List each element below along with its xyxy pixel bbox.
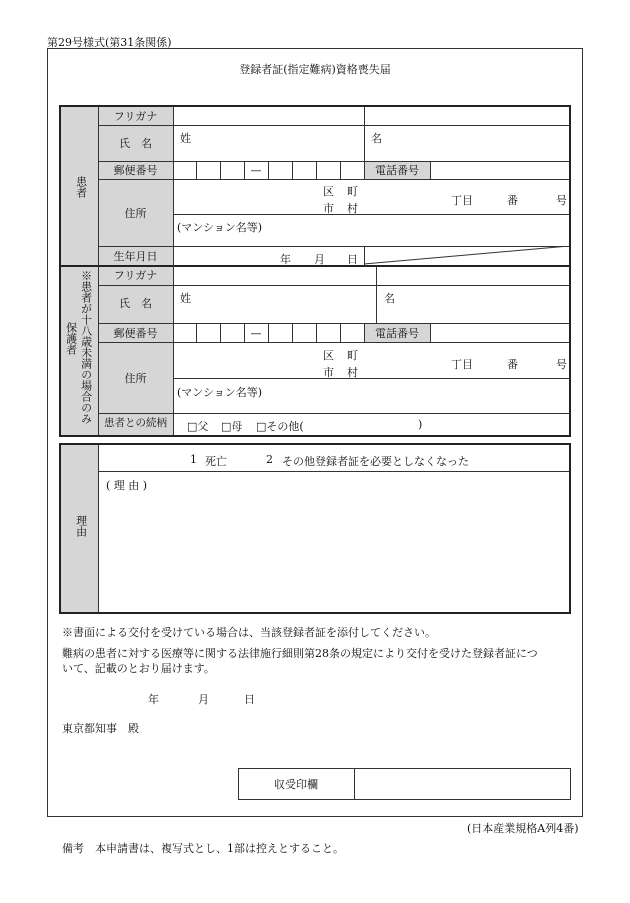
guardian-phone-label: 電話番号 [375, 327, 419, 340]
patient-birth-day: 日 [347, 253, 358, 266]
relation-other-close: ) [418, 418, 423, 431]
patient-address-label: 住所 [124, 207, 147, 220]
guardian-machi: 町 [347, 349, 358, 362]
guardian-mansion: (マンション名等) [177, 386, 263, 399]
reason-detail-label: ( 理 由 ) [106, 479, 148, 492]
reason-choice-2-number: 2 [266, 453, 273, 466]
col-line [173, 107, 174, 435]
reason-section-label: 理由 [74, 515, 88, 537]
patient-furigana-label: フリガナ [113, 110, 158, 123]
reason-choice-1-number: 1 [190, 453, 197, 466]
date-day: 日 [244, 693, 255, 706]
form-number: 第29号様式(第31条関係) [47, 36, 172, 49]
patient-shi: 市 [323, 202, 334, 215]
patient-phone-label: 電話番号 [375, 164, 419, 177]
guardian-mei: 名 [384, 292, 395, 305]
patient-birthday-label: 生年月日 [113, 250, 158, 263]
form-title: 登録者証(指定難病)資格喪失届 [239, 63, 391, 76]
guardian-mura: 村 [347, 366, 358, 379]
guardian-postal-dash: — [250, 327, 262, 340]
relation-father-checkbox[interactable]: □父 [187, 420, 209, 433]
patient-postal-dash: — [250, 164, 262, 177]
attach-note: ※書面による交付を受けている場合は、当該登録者証を添付してください。 [62, 626, 436, 639]
declaration-line-1: 難病の患者に対する医療等に関する法律施行細則第28条の規定により交付を受けた登録者証につ [62, 647, 538, 660]
date-year: 年 [148, 693, 159, 706]
guardian-ku: 区 [323, 349, 334, 362]
patient-machi: 町 [347, 185, 358, 198]
guardian-name-label: 氏 名 [119, 297, 152, 310]
guardian-shi: 市 [323, 366, 334, 379]
patient-sei: 姓 [180, 132, 191, 145]
patient-mansion: (マンション名等) [177, 221, 263, 234]
relation-other-checkbox[interactable]: □その他( [256, 420, 304, 433]
patient-birth-month: 月 [314, 253, 325, 266]
guardian-section-label: 保護者 [64, 322, 78, 355]
patient-section-label: 患者 [74, 176, 88, 198]
guardian-condition-label: ※患者が十八歳未満の場合のみ [79, 270, 93, 424]
patient-ban: 番 [507, 194, 518, 207]
paper-size: (日本産業規格A列4番) [467, 822, 579, 835]
patient-birth-year: 年 [280, 253, 291, 266]
guardian-postal-label: 郵便番号 [113, 327, 158, 340]
stamp-label: 収受印欄 [274, 778, 318, 791]
patient-mura: 村 [347, 202, 358, 215]
guardian-go: 号 [556, 358, 567, 371]
guardian-address-label: 住所 [124, 372, 147, 385]
guardian-chome: 丁目 [451, 358, 473, 371]
patient-chome: 丁目 [451, 194, 473, 207]
guardian-ban: 番 [507, 358, 518, 371]
patient-go: 号 [556, 194, 567, 207]
reason-choice-1[interactable]: 死亡 [205, 455, 227, 468]
patient-postal-label: 郵便番号 [113, 164, 158, 177]
birthday-strike [364, 246, 570, 265]
declaration-line-2: いて、記載のとおり届けます。 [62, 662, 215, 675]
patient-name-label: 氏 名 [119, 137, 152, 150]
addressee: 東京都知事 殿 [62, 722, 139, 735]
relation-mother-checkbox[interactable]: □母 [221, 420, 243, 433]
reason-choice-2[interactable]: その他登録者証を必要としなくなった [282, 455, 469, 468]
guardian-sei: 姓 [180, 292, 191, 305]
patient-mei: 名 [371, 132, 382, 145]
guardian-furigana-label: フリガナ [113, 269, 158, 282]
guardian-relation-label: 患者との続柄 [104, 417, 167, 429]
remarks: 備考 本申請書は、複写式とし、1部は控えとすること。 [62, 842, 344, 855]
date-month: 月 [198, 693, 209, 706]
patient-ku: 区 [323, 185, 334, 198]
